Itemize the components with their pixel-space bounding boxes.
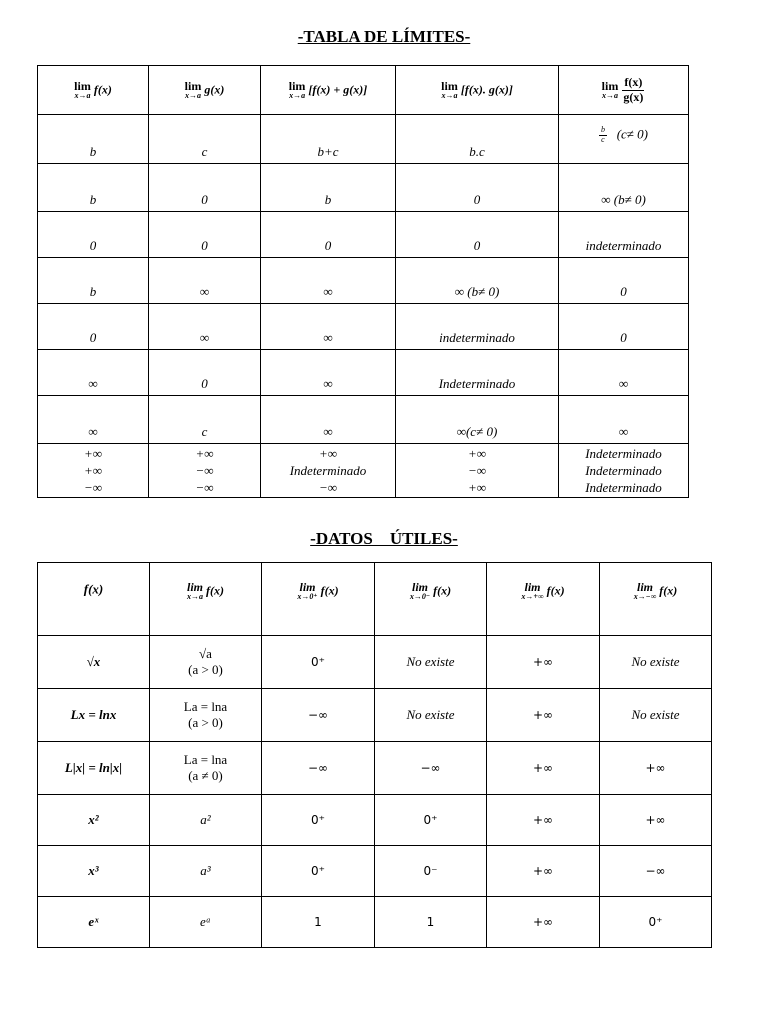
limits-title: -TABLA DE LÍMITES-	[297, 27, 471, 46]
limits-row	[38, 164, 689, 212]
useful-row	[38, 846, 712, 897]
fraction-b-over-c: $\frac{b}{c}$	[600, 124, 605, 144]
cell-g: +∞ −∞ −∞	[149, 444, 261, 498]
cell-lim-0-minus: 0⁻	[375, 846, 487, 897]
cell-function: Lx = lnx	[38, 689, 150, 742]
cell-function: L|x| = ln|x|	[38, 742, 150, 795]
header-function: f(x)	[38, 563, 150, 636]
cell-quotient: ∞	[559, 396, 689, 444]
cell-lim-a: a²	[150, 795, 262, 846]
cell-lim-0-plus: 0⁺	[262, 636, 375, 689]
cell-lim-0-plus: −∞	[262, 742, 375, 795]
useful-header-row	[38, 563, 712, 636]
cell-quotient: 0	[559, 304, 689, 350]
cell-lim-minus-infinity: 0⁺	[600, 897, 712, 948]
cell-lim-0-plus: −∞	[262, 689, 375, 742]
cell-lim-a: La = lna (a > 0)	[150, 689, 262, 742]
cell-g: c	[149, 396, 261, 444]
useful-data-title: -DATOS ÚTILES-	[310, 529, 458, 548]
cell-lim-minus-infinity: −∞	[600, 846, 712, 897]
cell-lim-minus-infinity: No existe	[600, 636, 712, 689]
header-lim-quotient: lim x→a $\frac{f(x)}{g(x)}$	[559, 66, 689, 115]
limits-row	[38, 396, 689, 444]
cell-g: 0	[149, 350, 261, 396]
cell-g: 0	[149, 212, 261, 258]
cell-sum: ∞	[261, 396, 396, 444]
cell-lim-0-minus: 0⁺	[375, 795, 487, 846]
cell-quotient: ∞ (b≠ 0)	[559, 164, 689, 212]
cell-product: ∞(c≠ 0)	[396, 396, 559, 444]
cell-g: ∞	[149, 304, 261, 350]
cell-product: ∞ (b≠ 0)	[396, 258, 559, 304]
useful-row	[38, 689, 712, 742]
cell-lim-0-minus: 1	[375, 897, 487, 948]
header-lim-0-minus: lim x→0⁻ f(x)	[375, 563, 487, 636]
header-lim-plus-infinity: lim x→+∞ f(x)	[487, 563, 600, 636]
limits-header-row	[38, 66, 689, 115]
cell-lim-minus-infinity: +∞	[600, 742, 712, 795]
useful-row	[38, 897, 712, 948]
cell-lim-minus-infinity: +∞	[600, 795, 712, 846]
cell-sum: ∞	[261, 304, 396, 350]
cell-function: √x	[38, 636, 150, 689]
cell-lim-a: La = lna (a ≠ 0)	[150, 742, 262, 795]
cell-sum: b	[261, 164, 396, 212]
cell-f: ∞	[38, 350, 149, 396]
cell-lim-0-minus: No existe	[375, 689, 487, 742]
cell-sum: b+c	[261, 115, 396, 164]
cell-lim-plus-infinity: +∞	[487, 689, 600, 742]
cell-lim-plus-infinity: +∞	[487, 897, 600, 948]
limits-table	[37, 65, 689, 498]
cell-f: b	[38, 258, 149, 304]
header-lim-minus-infinity: lim x→−∞ f(x)	[600, 563, 712, 636]
header-lim-a: lim x→a f(x)	[150, 563, 262, 636]
useful-row	[38, 742, 712, 795]
cell-g: c	[149, 115, 261, 164]
cell-lim-plus-infinity: +∞	[487, 795, 600, 846]
cell-lim-0-minus: No existe	[375, 636, 487, 689]
limits-row	[38, 350, 689, 396]
cell-function: eˣ	[38, 897, 150, 948]
cell-lim-plus-infinity: +∞	[487, 742, 600, 795]
useful-data-table	[37, 562, 712, 948]
cell-lim-0-minus: −∞	[375, 742, 487, 795]
cell-lim-plus-infinity: +∞	[487, 636, 600, 689]
cell-sum: ∞	[261, 258, 396, 304]
cell-g: ∞	[149, 258, 261, 304]
header-lim-0-plus: lim x→0⁺ f(x)	[262, 563, 375, 636]
cell-quotient: indeterminado	[559, 212, 689, 258]
header-lim-product: lim x→a [f(x). g(x)]	[396, 66, 559, 115]
header-lim-sum: lim x→a [f(x) + g(x)]	[261, 66, 396, 115]
cell-f: 0	[38, 212, 149, 258]
cell-f: b	[38, 164, 149, 212]
cell-sum: +∞ Indeterminado −∞	[261, 444, 396, 498]
cell-f: +∞ +∞ −∞	[38, 444, 149, 498]
useful-row	[38, 636, 712, 689]
limits-row	[38, 115, 689, 164]
cell-sum: ∞	[261, 350, 396, 396]
cell-f: ∞	[38, 396, 149, 444]
limits-row	[38, 258, 689, 304]
cell-lim-0-plus: 0⁺	[262, 846, 375, 897]
cell-product: +∞ −∞ +∞	[396, 444, 559, 498]
cell-lim-a: √a (a > 0)	[150, 636, 262, 689]
cell-g: 0	[149, 164, 261, 212]
cell-quotient: ∞	[559, 350, 689, 396]
cell-lim-plus-infinity: +∞	[487, 846, 600, 897]
cell-lim-0-plus: 1	[262, 897, 375, 948]
limits-row	[38, 304, 689, 350]
cell-lim-minus-infinity: No existe	[600, 689, 712, 742]
limits-row-infinity	[38, 444, 689, 498]
cell-lim-0-plus: 0⁺	[262, 795, 375, 846]
cell-quotient: Indeterminado Indeterminado Indeterminado	[559, 444, 689, 498]
cell-quotient: $\frac{b}{c}$ (c≠ 0)	[559, 115, 689, 164]
cell-sum: 0	[261, 212, 396, 258]
cell-f: b	[38, 115, 149, 164]
header-lim-g: lim x→a g(x)	[149, 66, 261, 115]
limits-row	[38, 212, 689, 258]
cell-lim-a: eᵃ	[150, 897, 262, 948]
cell-product: 0	[396, 164, 559, 212]
cell-product: indeterminado	[396, 304, 559, 350]
useful-row	[38, 795, 712, 846]
cell-product: b.c	[396, 115, 559, 164]
cell-product: Indeterminado	[396, 350, 559, 396]
cell-lim-a: a³	[150, 846, 262, 897]
cell-function: x³	[38, 846, 150, 897]
cell-f: 0	[38, 304, 149, 350]
cell-function: x²	[38, 795, 150, 846]
cell-quotient: 0	[559, 258, 689, 304]
header-lim-f: lim x→a f(x)	[38, 66, 149, 115]
cell-product: 0	[396, 212, 559, 258]
